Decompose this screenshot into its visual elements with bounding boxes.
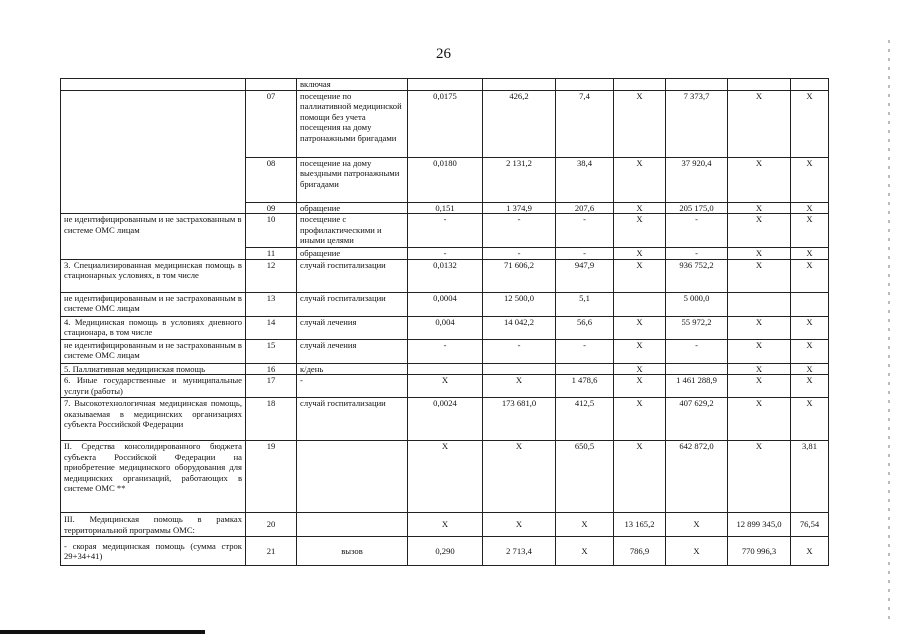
cell-c8: 5 000,0 <box>666 292 728 316</box>
cell-c4: - <box>408 214 483 248</box>
cell-unit: посещение на дому выездными патронажными бригадами <box>297 157 408 202</box>
cell-c5: - <box>483 248 556 260</box>
cell-c5: X <box>483 441 556 513</box>
cell-code: 10 <box>246 214 297 248</box>
cell-c7: X <box>614 202 666 214</box>
cell-c10: X <box>791 339 829 363</box>
table-row <box>61 375 829 398</box>
cell-name: 5. Паллиативная медицинская помощь <box>61 363 246 375</box>
table-row <box>61 513 829 537</box>
cell-c9: X <box>728 441 791 513</box>
cell-c8: 37 920,4 <box>666 157 728 202</box>
table-row <box>61 537 829 566</box>
cell-c10: 3,81 <box>791 441 829 513</box>
cell-c9 <box>728 79 791 91</box>
cell-c7: X <box>614 339 666 363</box>
cell-name <box>61 79 246 91</box>
cell-code <box>246 79 297 91</box>
cell-c9: X <box>728 316 791 339</box>
cell-c6: - <box>556 214 614 248</box>
cell-c10: X <box>791 375 829 398</box>
cell-c8: - <box>666 214 728 248</box>
cell-c10 <box>791 292 829 316</box>
cell-c9: X <box>728 398 791 441</box>
cell-c8 <box>666 363 728 375</box>
cell-name: не идентифицированным и не застрахованным в системе ОМС лицам <box>61 339 246 363</box>
cell-c4: 0,0175 <box>408 90 483 157</box>
table-row <box>61 259 829 292</box>
cell-c4: 0,151 <box>408 202 483 214</box>
cell-c10: X <box>791 259 829 292</box>
cell-code: 12 <box>246 259 297 292</box>
cell-c8: X <box>666 513 728 537</box>
cell-c7 <box>614 79 666 91</box>
cell-c8 <box>666 79 728 91</box>
cell-c9: X <box>728 157 791 202</box>
cell-c10: X <box>791 248 829 260</box>
cell-c10: X <box>791 316 829 339</box>
cell-c6: - <box>556 248 614 260</box>
cell-c6: 56,6 <box>556 316 614 339</box>
cell-c6: 5,1 <box>556 292 614 316</box>
table-row <box>61 363 829 375</box>
cell-unit: случай лечения <box>297 316 408 339</box>
cell-c4: 0,0180 <box>408 157 483 202</box>
cell-c8: X <box>666 537 728 566</box>
cell-unit: случай госпитализации <box>297 398 408 441</box>
cell-c10: 76,54 <box>791 513 829 537</box>
cell-c5: 426,2 <box>483 90 556 157</box>
table-row <box>61 339 829 363</box>
cell-c6: 207,6 <box>556 202 614 214</box>
cell-c5: - <box>483 339 556 363</box>
cell-c7: X <box>614 90 666 157</box>
cell-c7: X <box>614 441 666 513</box>
cell-code: 07 <box>246 90 297 157</box>
cell-c6 <box>556 363 614 375</box>
cell-c9: X <box>728 214 791 248</box>
cell-c9 <box>728 292 791 316</box>
cell-c8: 205 175,0 <box>666 202 728 214</box>
cell-c5: 71 606,2 <box>483 259 556 292</box>
cell-c4 <box>408 363 483 375</box>
cell-c4 <box>408 79 483 91</box>
cell-c10: X <box>791 398 829 441</box>
cell-c5: 1 374,9 <box>483 202 556 214</box>
cell-c7: X <box>614 214 666 248</box>
cell-name: 4. Медицинская помощь в условиях дневного стационара, в том числе <box>61 316 246 339</box>
cell-unit: включая <box>297 79 408 91</box>
cell-c10: X <box>791 202 829 214</box>
cell-c8: 7 373,7 <box>666 90 728 157</box>
cell-c6 <box>556 79 614 91</box>
cell-c5: 2 131,2 <box>483 157 556 202</box>
table-row <box>61 292 829 316</box>
cell-c5: X <box>483 375 556 398</box>
cell-unit: случай госпитализации <box>297 259 408 292</box>
cell-code: 15 <box>246 339 297 363</box>
cell-c8: - <box>666 339 728 363</box>
cell-c6: 38,4 <box>556 157 614 202</box>
cell-c10: X <box>791 90 829 157</box>
cell-c4: X <box>408 513 483 537</box>
cell-c6: 650,5 <box>556 441 614 513</box>
cell-c5: X <box>483 513 556 537</box>
cell-code: 20 <box>246 513 297 537</box>
cell-c4: - <box>408 248 483 260</box>
table-row <box>61 398 829 441</box>
cell-c7: X <box>614 248 666 260</box>
cell-code: 18 <box>246 398 297 441</box>
cell-code: 13 <box>246 292 297 316</box>
cell-unit <box>297 513 408 537</box>
cell-c9: 770 996,3 <box>728 537 791 566</box>
cell-c8: 1 461 288,9 <box>666 375 728 398</box>
cell-c8: 936 752,2 <box>666 259 728 292</box>
cell-c7: X <box>614 259 666 292</box>
cell-c4: 0,0024 <box>408 398 483 441</box>
cell-c7 <box>614 292 666 316</box>
cell-c9: X <box>728 375 791 398</box>
cell-unit: - <box>297 375 408 398</box>
cell-c9: X <box>728 259 791 292</box>
cell-code: 08 <box>246 157 297 202</box>
table-row <box>61 79 829 91</box>
cell-c5 <box>483 363 556 375</box>
cell-c4: 0,0004 <box>408 292 483 316</box>
cell-c8: 407 629,2 <box>666 398 728 441</box>
cell-name: 7. Высокотехнологичная медицинская помощь, оказываемая в медицинских организациях субъекта Российской Федерации <box>61 398 246 441</box>
cell-unit: к/день <box>297 363 408 375</box>
table-row <box>61 441 829 513</box>
cell-unit <box>297 441 408 513</box>
cell-unit: посещение с профилактическими и иными целями <box>297 214 408 248</box>
cell-c4: 0,290 <box>408 537 483 566</box>
cell-c4: 0,0132 <box>408 259 483 292</box>
table-row <box>61 214 829 248</box>
cell-name: - скорая медицинская помощь (сумма строк 29+34+41) <box>61 537 246 566</box>
cell-name: 6. Иные государственные и муниципальные услуги (работы) <box>61 375 246 398</box>
cell-c5 <box>483 79 556 91</box>
cell-c6: 7,4 <box>556 90 614 157</box>
table-row <box>61 90 829 157</box>
cell-c5: 14 042,2 <box>483 316 556 339</box>
cell-c7: 13 165,2 <box>614 513 666 537</box>
cell-c8: 55 972,2 <box>666 316 728 339</box>
cell-c7: X <box>614 398 666 441</box>
cell-code: 14 <box>246 316 297 339</box>
cell-c6: X <box>556 537 614 566</box>
scan-noise <box>888 40 890 620</box>
cell-c7: X <box>614 157 666 202</box>
cell-c5: 12 500,0 <box>483 292 556 316</box>
cell-c5: - <box>483 214 556 248</box>
cell-c4: X <box>408 375 483 398</box>
cell-name: III. Медицинская помощь в рамках территориальной программы ОМС: <box>61 513 246 537</box>
cell-c7: 786,9 <box>614 537 666 566</box>
cell-name: не идентифицированным и не застрахованным в системе ОМС лицам <box>61 214 246 260</box>
cell-c4: - <box>408 339 483 363</box>
cell-c7: X <box>614 363 666 375</box>
cell-c8: 642 872,0 <box>666 441 728 513</box>
cell-unit: вызов <box>297 537 408 566</box>
cell-code: 16 <box>246 363 297 375</box>
scan-edge-bar <box>0 630 205 634</box>
page-number: 26 <box>436 46 451 62</box>
cell-c6: 1 478,6 <box>556 375 614 398</box>
cell-c6: 412,5 <box>556 398 614 441</box>
cell-code: 11 <box>246 248 297 260</box>
cell-unit: посещение по паллиативной медицинской помощи без учета посещения на дому патронажными бригадами <box>297 90 408 157</box>
cell-code: 09 <box>246 202 297 214</box>
cell-c6: X <box>556 513 614 537</box>
cell-code: 21 <box>246 537 297 566</box>
cell-c9: X <box>728 248 791 260</box>
cell-name <box>61 90 246 214</box>
cell-unit: обращение <box>297 202 408 214</box>
cell-c9: X <box>728 90 791 157</box>
cell-c10: X <box>791 537 829 566</box>
cell-c9: X <box>728 363 791 375</box>
cell-c6: - <box>556 339 614 363</box>
cell-c7: X <box>614 316 666 339</box>
cell-unit: случай госпитализации <box>297 292 408 316</box>
cell-code: 19 <box>246 441 297 513</box>
cell-c10: X <box>791 157 829 202</box>
cell-c10: X <box>791 363 829 375</box>
cell-name: 3. Специализированная медицинская помощь в стационарных условиях, в том числе <box>61 259 246 292</box>
cell-code: 17 <box>246 375 297 398</box>
cell-c5: 173 681,0 <box>483 398 556 441</box>
cell-unit: обращение <box>297 248 408 260</box>
cell-name: II. Средства консолидированного бюджета субъекта Российской Федерации на приобретение медицинского оборудования для медицинских организаций, работающих в системе ОМС ** <box>61 441 246 513</box>
cell-name: не идентифицированным и не застрахованным в системе ОМС лицам <box>61 292 246 316</box>
cell-c10 <box>791 79 829 91</box>
cell-c9: 12 899 345,0 <box>728 513 791 537</box>
cell-c5: 2 713,4 <box>483 537 556 566</box>
cell-c9: X <box>728 339 791 363</box>
cell-unit: случай лечения <box>297 339 408 363</box>
cell-c7: X <box>614 375 666 398</box>
cell-c9: X <box>728 202 791 214</box>
cell-c6: 947,9 <box>556 259 614 292</box>
cell-c8: - <box>666 248 728 260</box>
table-row <box>61 316 829 339</box>
cell-c10: X <box>791 214 829 248</box>
cell-c4: X <box>408 441 483 513</box>
data-table <box>60 78 829 566</box>
cell-c4: 0,004 <box>408 316 483 339</box>
